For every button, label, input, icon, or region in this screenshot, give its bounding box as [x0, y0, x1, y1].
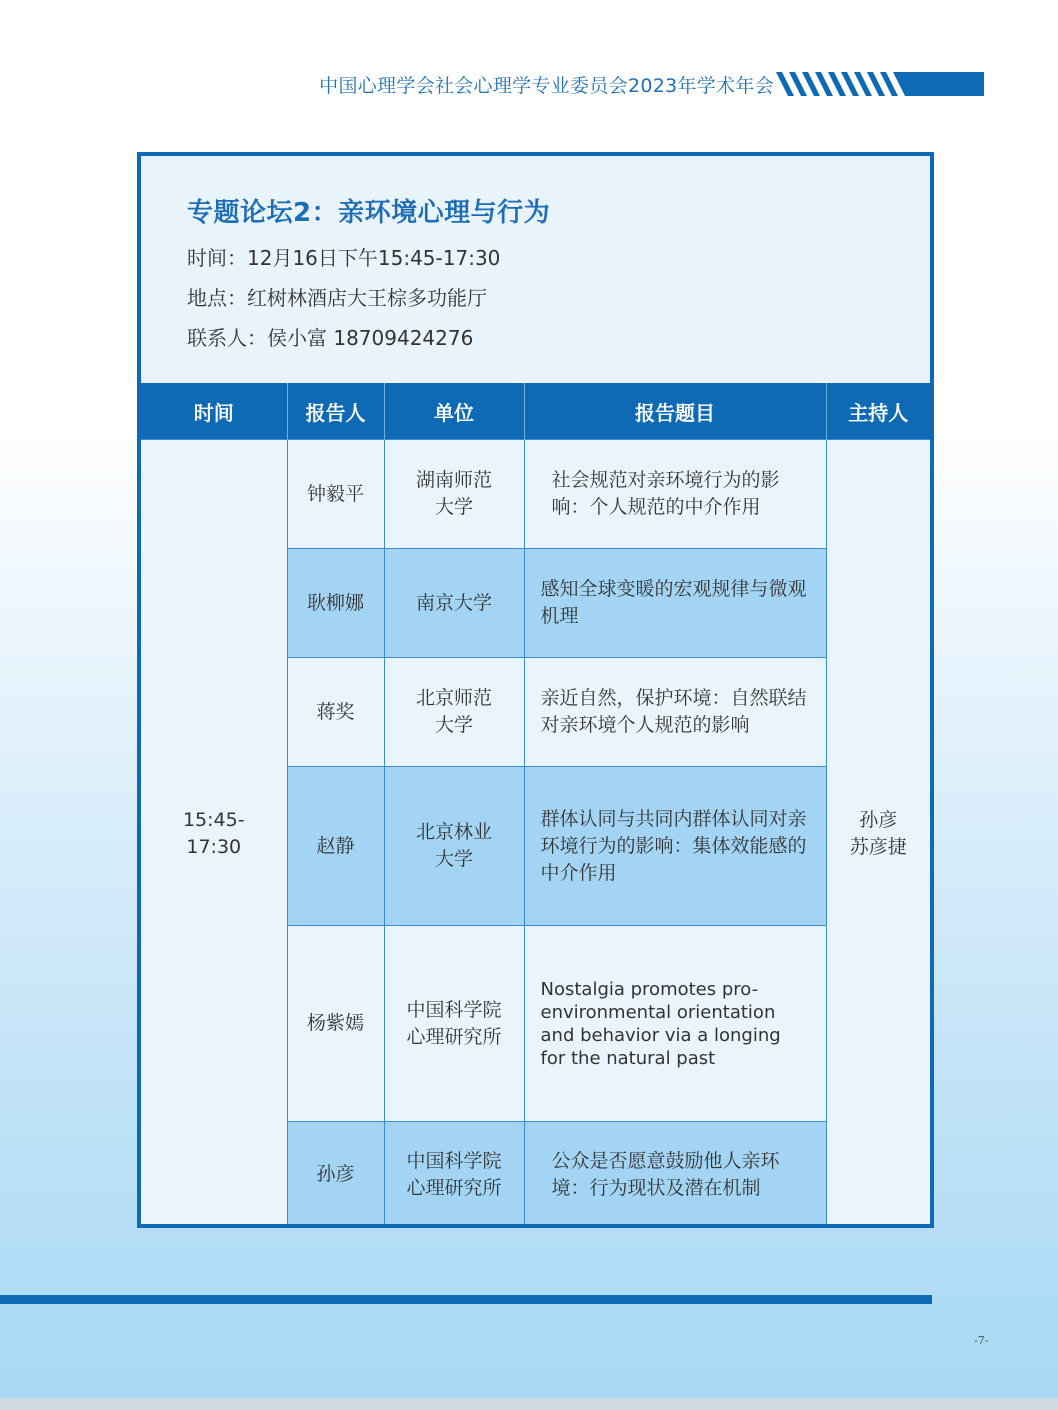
speaker-name: 孙彦	[287, 1122, 384, 1228]
header-title: 中国心理学会社会心理学专业委员会2023年学术年会	[319, 75, 774, 97]
bottom-edge-strip	[0, 1398, 1058, 1410]
session-time: 15:45-17:30	[141, 440, 287, 1228]
forum-location: 地点：红树林酒店大王棕多功能厅	[187, 286, 487, 310]
speaker-unit: 南京大学	[384, 549, 524, 658]
header-speaker: 报告人	[287, 383, 384, 440]
table-header-row	[141, 383, 930, 440]
report-topic: 群体认同与共同内群体认同对亲环境行为的影响：集体效能感的中介作用	[524, 767, 826, 926]
report-topic: 公众是否愿意鼓励他人亲环境：行为现状及潜在机制	[524, 1122, 826, 1228]
header-host: 主持人	[826, 383, 930, 440]
speaker-unit: 中国科学院 心理研究所	[384, 926, 524, 1122]
table-row	[141, 440, 930, 549]
schedule-table	[141, 383, 930, 1228]
forum-card	[137, 152, 934, 1228]
report-topic: 亲近自然，保护环境：自然联结对亲环境个人规范的影响	[524, 658, 826, 767]
speaker-name: 蒋奖	[287, 658, 384, 767]
speaker-name: 杨紫嫣	[287, 926, 384, 1122]
report-topic: 社会规范对亲环境行为的影响：个人规范的中介作用	[524, 440, 826, 549]
header-time: 时间	[141, 383, 287, 440]
forum-time: 时间：12月16日下午15:45-17:30	[187, 246, 501, 270]
report-topic: Nostalgia promotes pro-environmental orientation and behavior via a longing for the natural past	[524, 926, 826, 1122]
speaker-name: 赵静	[287, 767, 384, 926]
forum-contact: 联系人：侯小富 18709424276	[187, 326, 474, 350]
header-stripe-decoration	[776, 72, 986, 96]
speaker-name: 耿柳娜	[287, 549, 384, 658]
speaker-unit: 北京林业 大学	[384, 767, 524, 926]
header-unit: 单位	[384, 383, 524, 440]
forum-title: 专题论坛2：亲环境心理与行为	[187, 198, 551, 228]
speaker-unit: 湖南师范 大学	[384, 440, 524, 549]
report-topic: 感知全球变暖的宏观规律与微观机理	[524, 549, 826, 658]
header-topic: 报告题目	[524, 383, 826, 440]
speaker-unit: 北京师范 大学	[384, 658, 524, 767]
page-number: -7-	[974, 1334, 989, 1347]
session-host: 孙彦 苏彦捷	[826, 440, 930, 1228]
footer-divider-bar	[0, 1295, 932, 1304]
forum-info-panel	[141, 156, 930, 383]
speaker-name: 钟毅平	[287, 440, 384, 549]
speaker-unit: 中国科学院 心理研究所	[384, 1122, 524, 1228]
